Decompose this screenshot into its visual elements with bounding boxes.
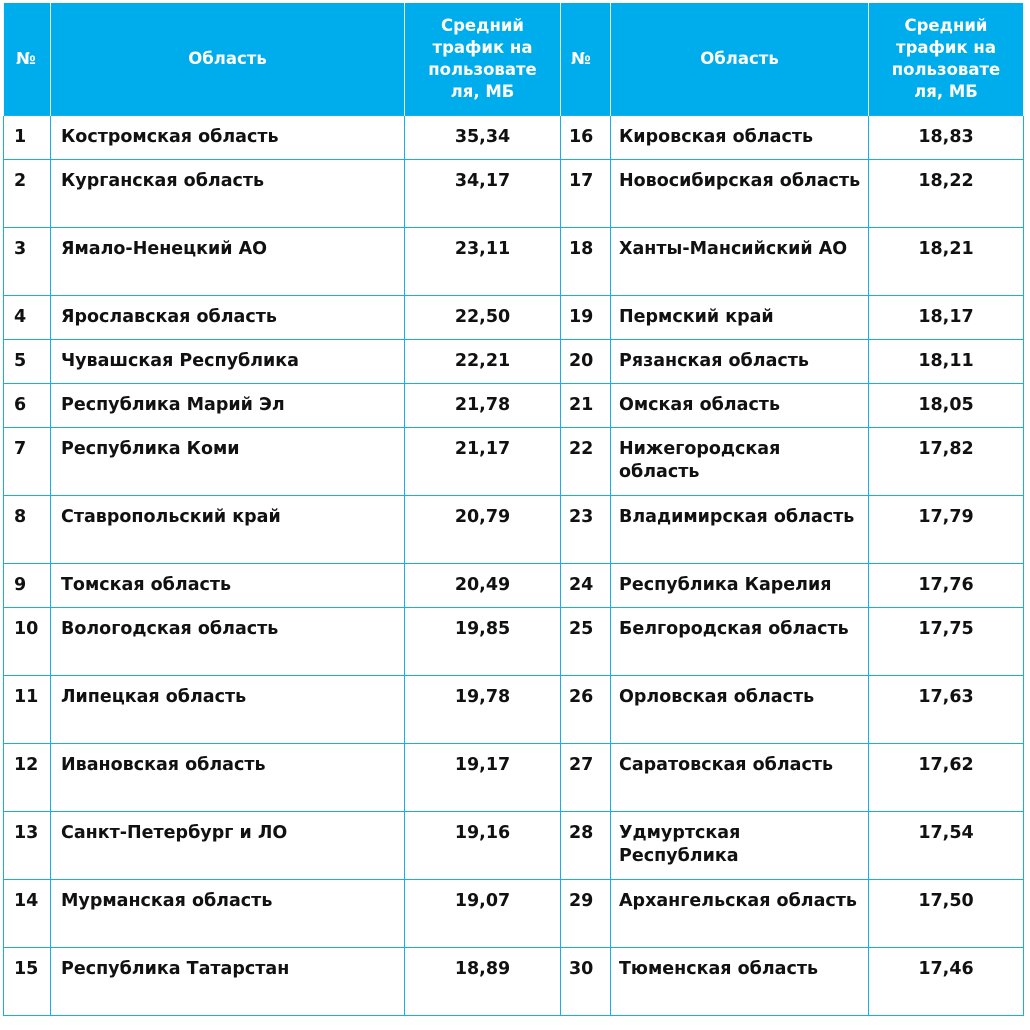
traffic-value-cell: 20,49 — [405, 564, 561, 608]
rank-cell: 17 — [561, 160, 611, 228]
rank-cell: 29 — [561, 880, 611, 948]
rank-cell: 20 — [561, 340, 611, 384]
rank-cell: 8 — [4, 496, 51, 564]
traffic-value-cell: 19,85 — [405, 608, 561, 676]
header-region-right: Область — [611, 3, 869, 116]
traffic-value-cell: 17,75 — [869, 608, 1024, 676]
table-row — [4, 564, 1024, 608]
traffic-value-cell: 19,16 — [405, 812, 561, 880]
rank-cell: 15 — [4, 948, 51, 1016]
region-cell: Республика Карелия — [611, 564, 869, 608]
traffic-value-cell: 18,17 — [869, 296, 1024, 340]
region-cell: Пермский край — [611, 296, 869, 340]
table-row — [4, 676, 1024, 744]
rank-cell: 14 — [4, 880, 51, 948]
region-cell: Новосибирская область — [611, 160, 869, 228]
rank-cell: 26 — [561, 676, 611, 744]
traffic-value-cell: 20,79 — [405, 496, 561, 564]
table-row — [4, 608, 1024, 676]
traffic-value-cell: 23,11 — [405, 228, 561, 296]
region-cell: Чувашская Республика — [51, 340, 405, 384]
traffic-value-cell: 18,21 — [869, 228, 1024, 296]
header-traffic-line: пользовате — [428, 60, 537, 79]
header-region-left: Область — [51, 3, 405, 116]
table-row — [4, 116, 1024, 160]
header-traffic-line: пользовате — [891, 60, 1001, 79]
traffic-value-cell: 19,07 — [405, 880, 561, 948]
table-row — [4, 228, 1024, 296]
rank-cell: 6 — [4, 384, 51, 428]
region-cell: Томская область — [51, 564, 405, 608]
region-cell: Курганская область — [51, 160, 405, 228]
rank-cell: 23 — [561, 496, 611, 564]
traffic-value-cell: 19,17 — [405, 744, 561, 812]
rank-cell: 9 — [4, 564, 51, 608]
header-traffic-line: ля, МБ — [450, 82, 515, 101]
rank-cell: 3 — [4, 228, 51, 296]
region-cell: Архангельская область — [611, 880, 869, 948]
traffic-value-cell: 17,76 — [869, 564, 1024, 608]
rank-cell: 24 — [561, 564, 611, 608]
header-num-left: № — [4, 3, 51, 116]
traffic-value-cell: 21,17 — [405, 428, 561, 496]
region-cell: Нижегородская область — [611, 428, 869, 496]
traffic-value-cell: 18,89 — [405, 948, 561, 1016]
traffic-value-cell: 17,82 — [869, 428, 1024, 496]
traffic-value-cell: 18,05 — [869, 384, 1024, 428]
traffic-ranking-table — [3, 3, 1024, 1016]
traffic-value-cell: 35,34 — [405, 116, 561, 160]
rank-cell: 13 — [4, 812, 51, 880]
rank-cell: 25 — [561, 608, 611, 676]
region-cell: Ивановская область — [51, 744, 405, 812]
header-traffic-line: трафик на — [896, 38, 996, 57]
traffic-value-cell: 18,22 — [869, 160, 1024, 228]
rank-cell: 2 — [4, 160, 51, 228]
rank-cell: 10 — [4, 608, 51, 676]
region-cell: Рязанская область — [611, 340, 869, 384]
rank-cell: 22 — [561, 428, 611, 496]
rank-cell: 21 — [561, 384, 611, 428]
traffic-value-cell: 22,21 — [405, 340, 561, 384]
table-row — [4, 948, 1024, 1016]
rank-cell: 16 — [561, 116, 611, 160]
rank-cell: 11 — [4, 676, 51, 744]
region-cell: Омская область — [611, 384, 869, 428]
rank-cell: 19 — [561, 296, 611, 340]
traffic-value-cell: 17,62 — [869, 744, 1024, 812]
traffic-value-cell: 18,83 — [869, 116, 1024, 160]
header-traffic-left — [405, 3, 561, 116]
region-cell: Орловская область — [611, 676, 869, 744]
traffic-value-cell: 34,17 — [405, 160, 561, 228]
rank-cell: 12 — [4, 744, 51, 812]
header-traffic-line: Средний — [441, 16, 524, 35]
region-cell: Костромская область — [51, 116, 405, 160]
traffic-value-cell: 18,11 — [869, 340, 1024, 384]
region-cell: Ханты-Мансийский АО — [611, 228, 869, 296]
region-cell: Кировская область — [611, 116, 869, 160]
header-traffic-right — [869, 3, 1024, 116]
region-cell: Республика Татарстан — [51, 948, 405, 1016]
table-row — [4, 340, 1024, 384]
header-traffic-line: Средний — [904, 16, 988, 35]
table-row — [4, 496, 1024, 564]
table-row — [4, 384, 1024, 428]
table-header — [4, 3, 1024, 116]
traffic-value-cell: 17,46 — [869, 948, 1024, 1016]
rank-cell: 18 — [561, 228, 611, 296]
region-cell: Вологодская область — [51, 608, 405, 676]
header-traffic-line: трафик на — [432, 38, 533, 57]
table-row — [4, 744, 1024, 812]
table-row — [4, 880, 1024, 948]
table-row — [4, 428, 1024, 496]
traffic-value-cell: 22,50 — [405, 296, 561, 340]
region-cell: Удмуртская Республика — [611, 812, 869, 880]
traffic-value-cell: 21,78 — [405, 384, 561, 428]
rank-cell: 30 — [561, 948, 611, 1016]
traffic-value-cell: 17,79 — [869, 496, 1024, 564]
region-cell: Владимирская область — [611, 496, 869, 564]
region-cell: Белгородская область — [611, 608, 869, 676]
traffic-value-cell: 17,54 — [869, 812, 1024, 880]
table-row — [4, 160, 1024, 228]
region-cell: Санкт-Петербург и ЛО — [51, 812, 405, 880]
region-cell: Ставропольский край — [51, 496, 405, 564]
region-cell: Тюменская область — [611, 948, 869, 1016]
traffic-value-cell: 17,63 — [869, 676, 1024, 744]
traffic-value-cell: 19,78 — [405, 676, 561, 744]
region-cell: Липецкая область — [51, 676, 405, 744]
rank-cell: 7 — [4, 428, 51, 496]
rank-cell: 4 — [4, 296, 51, 340]
region-cell: Мурманская область — [51, 880, 405, 948]
region-cell: Ярославская область — [51, 296, 405, 340]
region-cell: Республика Коми — [51, 428, 405, 496]
header-traffic-line: ля, МБ — [914, 82, 978, 101]
header-num-right: № — [561, 3, 611, 116]
region-cell: Саратовская область — [611, 744, 869, 812]
rank-cell: 5 — [4, 340, 51, 384]
table-row — [4, 296, 1024, 340]
region-cell: Республика Марий Эл — [51, 384, 405, 428]
traffic-value-cell: 17,50 — [869, 880, 1024, 948]
table-row — [4, 812, 1024, 880]
rank-cell: 27 — [561, 744, 611, 812]
rank-cell: 1 — [4, 116, 51, 160]
rank-cell: 28 — [561, 812, 611, 880]
table-body — [4, 116, 1024, 1016]
region-cell: Ямало-Ненецкий АО — [51, 228, 405, 296]
